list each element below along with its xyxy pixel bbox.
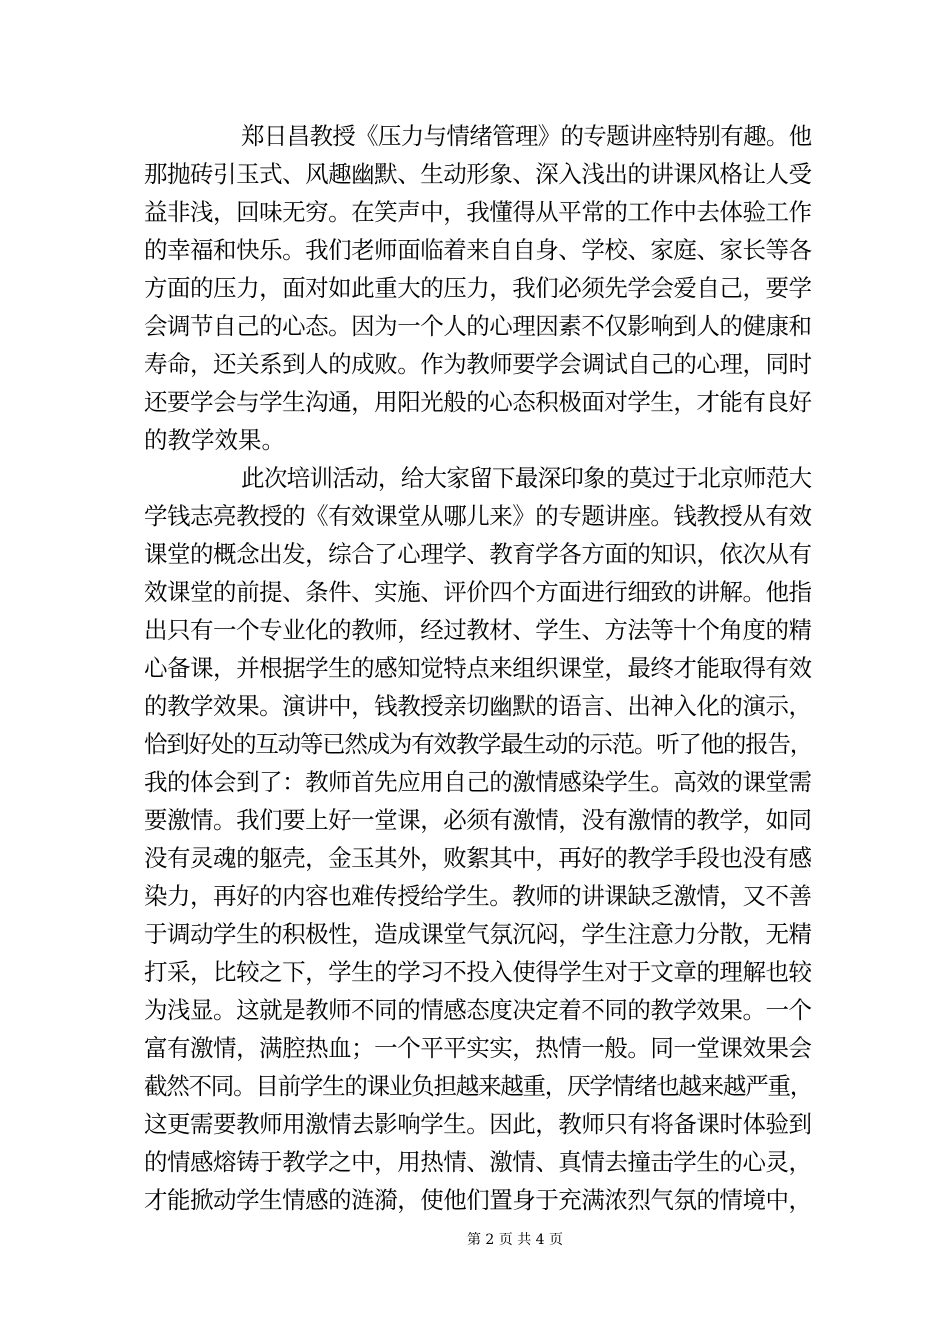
paragraph-line: 我的体会到了：教师首先应用自己的激情感染学生。高效的课堂需 (144, 768, 812, 796)
paragraph-line: 此次培训活动，给大家留下最深印象的莫过于北京师范大 (241, 464, 812, 492)
paragraph-line: 没有灵魂的躯壳，金玉其外，败絮其中，再好的教学手段也没有感 (144, 844, 812, 872)
paragraph-line: 课堂的概念出发，综合了心理学、教育学各方面的知识，依次从有 (144, 540, 812, 568)
page-number-footer: 第 2 页 共 4 页 (466, 1232, 564, 1248)
paragraph-line: 的教学效果。演讲中，钱教授亲切幽默的语言、出神入化的演示， (144, 692, 812, 720)
paragraph-line: 益非浅，回味无穷。在笑声中，我懂得从平常的工作中去体验工作 (144, 198, 812, 226)
paragraph-line: 出只有一个专业化的教师，经过教材、学生、方法等十个角度的精 (144, 616, 812, 644)
paragraph-line: 这更需要教师用激情去影响学生。因此，教师只有将备课时体验到 (144, 1110, 812, 1138)
paragraph-line: 恰到好处的互动等已然成为有效教学最生动的示范。听了他的报告， (144, 730, 812, 758)
paragraph-line: 那抛砖引玉式、风趣幽默、生动形象、深入浅出的讲课风格让人受 (144, 160, 812, 188)
paragraph-line: 的情感熔铸于教学之中，用热情、激情、真情去撞击学生的心灵， (144, 1148, 812, 1176)
paragraph-line: 打采，比较之下，学生的学习不投入使得学生对于文章的理解也较 (144, 958, 812, 986)
paragraph-line: 为浅显。这就是教师不同的情感态度决定着不同的教学效果。一个 (144, 996, 812, 1024)
paragraph-line: 郑日昌教授《压力与情绪管理》的专题讲座特别有趣。他 (241, 122, 812, 150)
paragraph-line: 方面的压力，面对如此重大的压力，我们必须先学会爱自己，要学 (144, 274, 812, 302)
paragraph-line: 学钱志亮教授的《有效课堂从哪儿来》的专题讲座。钱教授从有效 (144, 502, 812, 530)
paragraph-line: 截然不同。目前学生的课业负担越来越重，厌学情绪也越来越严重， (144, 1072, 812, 1100)
paragraph-line: 还要学会与学生沟通，用阳光般的心态积极面对学生，才能有良好 (144, 388, 812, 416)
paragraph-line: 的幸福和快乐。我们老师面临着来自自身、学校、家庭、家长等各 (144, 236, 812, 264)
paragraph-line: 寿命，还关系到人的成败。作为教师要学会调试自己的心理，同时 (144, 350, 812, 378)
paragraph-line: 会调节自己的心态。因为一个人的心理因素不仅影响到人的健康和 (144, 312, 812, 340)
paragraph-line: 心备课，并根据学生的感知觉特点来组织课堂，最终才能取得有效 (144, 654, 812, 682)
paragraph-line: 富有激情，满腔热血；一个平平实实，热情一般。同一堂课效果会 (144, 1034, 812, 1062)
paragraph-line: 效课堂的前提、条件、实施、评价四个方面进行细致的讲解。他指 (144, 578, 812, 606)
paragraph-line: 的教学效果。 (144, 426, 285, 454)
paragraph-line: 染力，再好的内容也难传授给学生。教师的讲课缺乏激情，又不善 (144, 882, 812, 910)
paragraph-line: 于调动学生的积极性，造成课堂气氛沉闷，学生注意力分散，无精 (144, 920, 812, 948)
paragraph-line: 要激情。我们要上好一堂课，必须有激情，没有激情的教学，如同 (144, 806, 812, 834)
paragraph-line: 才能掀动学生情感的涟漪，使他们置身于充满浓烈气氛的情境中， (144, 1186, 812, 1214)
